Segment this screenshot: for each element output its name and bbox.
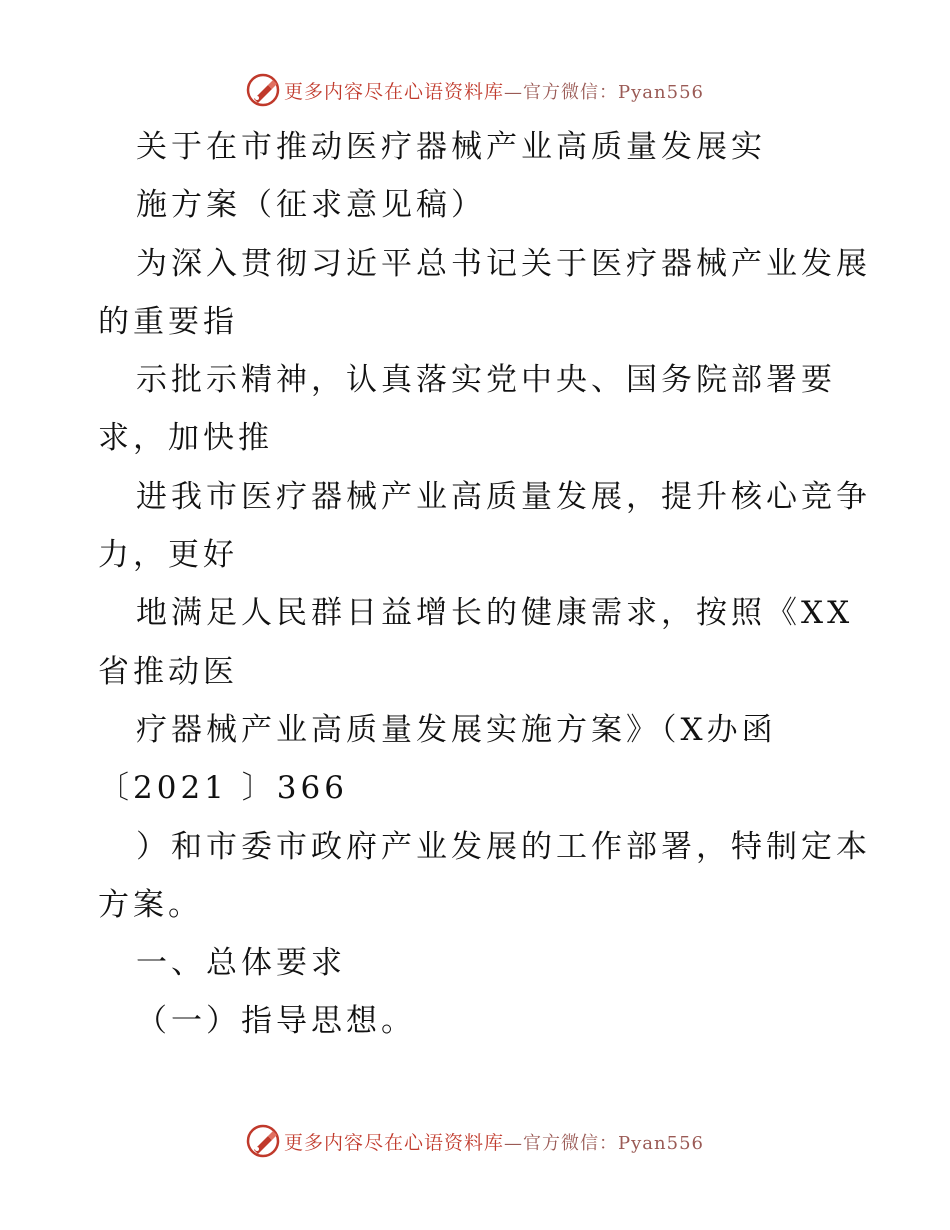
pen-logo-icon xyxy=(246,73,280,107)
section-heading: 一、总体要求 xyxy=(136,945,346,982)
doc-line: 施方案（征求意见稿） xyxy=(136,187,486,224)
doc-line: 示批示精神，认真落实党中央、国务院部署要 xyxy=(136,362,836,399)
watermark-text: 更多内容尽在心语资料库—官方微信：Pyan556 xyxy=(284,80,704,103)
watermark-header xyxy=(0,70,950,110)
doc-line: 省推动医 xyxy=(98,653,238,690)
pen-logo-icon xyxy=(246,1124,280,1158)
watermark-text: 更多内容尽在心语资料库—官方微信：Pyan556 xyxy=(284,1131,704,1154)
doc-line: 〔2021 〕366 xyxy=(98,770,348,807)
doc-line: 疗器械产业高质量发展实施方案》（X办函 xyxy=(136,711,777,748)
doc-line: 求，加快推 xyxy=(98,420,273,457)
doc-line: 方案。 xyxy=(98,886,203,923)
doc-line: 的重要指 xyxy=(98,303,238,340)
doc-line: 进我市医疗器械产业高质量发展，提升核心竞争 xyxy=(136,478,871,515)
watermark-footer xyxy=(0,1121,950,1161)
document-body xyxy=(98,118,871,1051)
doc-line: 为深入贯彻习近平总书记关于医疗器械产业发展 xyxy=(136,245,871,282)
doc-line: ）和市委市政府产业发展的工作部署，特制定本 xyxy=(136,828,871,865)
subsection-heading: （一）指导思想。 xyxy=(136,1003,416,1040)
doc-line: 地满足人民群日益增长的健康需求，按照《XX xyxy=(136,595,854,632)
doc-line: 关于在市推动医疗器械产业高质量发展实 xyxy=(136,129,766,165)
doc-line: 力，更好 xyxy=(98,537,238,574)
